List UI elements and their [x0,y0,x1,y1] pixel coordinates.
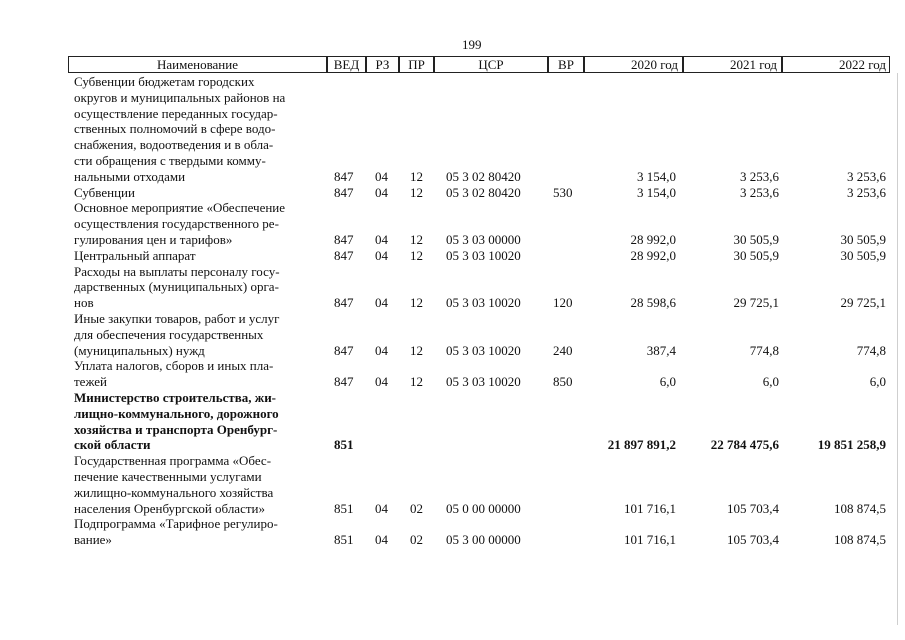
cell-pr: 12 [410,342,423,358]
row-name-line: нов [74,295,94,311]
table-row [0,453,905,516]
cell-2022: 30 505,9 [840,231,886,247]
cell-ved: 851 [334,437,354,453]
row-name [74,264,324,311]
cell-vr: 120 [553,295,573,311]
cell-2022: 6,0 [869,374,886,390]
row-name-line: тежей [74,374,107,390]
row-name-line: вание» [74,532,112,548]
cell-2020: 28 598,6 [630,295,676,311]
row-name [74,358,324,390]
cell-2022: 30 505,9 [840,247,886,263]
header-ved: ВЕД [327,56,366,73]
cell-csr: 05 3 03 10020 [446,374,521,390]
row-name-line: округов и муниципальных районов на [74,89,286,105]
row-name-line: снабжения, водоотведения и в обла- [74,137,274,153]
cell-2021: 105 703,4 [727,532,779,548]
cell-rz: 04 [375,374,388,390]
cell-2020: 28 992,0 [630,247,676,263]
row-name-line: Субвенции [74,184,135,200]
cell-csr: 05 3 02 80420 [446,168,521,184]
row-name [74,74,324,185]
cell-2021: 30 505,9 [733,231,779,247]
row-name-line: нальными отходами [74,168,186,184]
row-name-line: дарственных (муниципальных) орга- [74,279,279,295]
table-row [0,248,905,264]
cell-rz: 04 [375,342,388,358]
cell-2021: 3 253,6 [740,184,779,200]
cell-2020: 101 716,1 [624,500,676,516]
header-2020: 2020 год [584,56,683,73]
row-name-line: Государственная программа «Обес- [74,453,272,469]
row-name-line: Министерство строительства, жи- [74,389,277,405]
row-name-line: Подпрограмма «Тарифное регулиро- [74,516,278,532]
cell-2020: 101 716,1 [624,532,676,548]
row-name-line: Иные закупки товаров, работ и услуг [74,310,280,326]
row-name [74,516,324,548]
cell-ved: 847 [334,184,354,200]
cell-2020: 21 897 891,2 [607,437,676,453]
row-name-line: ской области [74,437,151,453]
cell-csr: 05 3 02 80420 [446,184,521,200]
row-name-line: хозяйства и транспорта Оренбург- [74,421,278,437]
header-vr: ВР [548,56,584,73]
cell-ved: 847 [334,168,354,184]
header-rz: РЗ [366,56,399,73]
row-name-line: жилищно-коммунального хозяйства [74,484,274,500]
row-name-line: Основное мероприятие «Обеспечение [74,200,286,216]
row-name [74,311,324,358]
row-name-line: осуществления государственного ре- [74,216,279,232]
row-name [74,185,324,201]
cell-pr: 12 [410,168,423,184]
row-name [74,248,324,264]
cell-csr: 05 3 00 00000 [446,532,521,548]
cell-ved: 847 [334,295,354,311]
cell-2022: 774,8 [856,342,886,358]
cell-pr: 12 [410,374,423,390]
cell-ved: 847 [334,342,354,358]
cell-pr: 12 [410,184,423,200]
cell-ved: 847 [334,374,354,390]
row-name-line: для обеспечения государственных [74,326,264,342]
cell-ved: 847 [334,247,354,263]
row-name-line: осуществление переданных государ- [74,105,278,121]
header-csr: ЦСР [434,56,548,73]
cell-csr: 05 3 03 00000 [446,231,521,247]
row-name-line: Центральный аппарат [74,247,196,263]
header-2021: 2021 год [683,56,782,73]
cell-csr: 05 3 03 10020 [446,247,521,263]
table-row [0,74,905,185]
row-name-line: населения Оренбургской области» [74,500,265,516]
cell-csr: 05 3 03 10020 [446,295,521,311]
cell-2020: 387,4 [646,342,676,358]
cell-2021: 30 505,9 [733,247,779,263]
cell-rz: 04 [375,231,388,247]
table-row [0,358,905,390]
cell-pr: 12 [410,231,423,247]
table-row [0,185,905,201]
row-name-line: печение качественными услугами [74,468,262,484]
row-name-line: гулирования цен и тарифов» [74,231,233,247]
cell-ved: 847 [334,231,354,247]
cell-2021: 22 784 475,6 [710,437,779,453]
row-name-line: Уплата налогов, сборов и иных пла- [74,358,274,374]
header-2022: 2022 год [782,56,890,73]
cell-2021: 29 725,1 [733,295,779,311]
cell-rz: 04 [375,184,388,200]
page-number: 199 [462,37,482,52]
cell-ved: 851 [334,500,354,516]
cell-rz: 04 [375,500,388,516]
cell-2022: 19 851 258,9 [817,437,886,453]
row-name-line: Субвенции бюджетам городских [74,74,255,89]
cell-rz: 04 [375,295,388,311]
cell-rz: 04 [375,532,388,548]
cell-vr: 240 [553,342,573,358]
cell-2021: 6,0 [762,374,779,390]
row-name [74,453,324,516]
cell-2020: 3 154,0 [637,184,676,200]
cell-rz: 04 [375,168,388,184]
table-row [0,311,905,358]
cell-2022: 29 725,1 [840,295,886,311]
table-row [0,516,905,548]
cell-rz: 04 [375,247,388,263]
cell-pr: 12 [410,247,423,263]
table-row [0,264,905,311]
cell-2020: 6,0 [659,374,676,390]
row-name-line: лищно-коммунального, дорожного [74,405,279,421]
table-row [0,390,905,453]
cell-csr: 05 0 00 00000 [446,500,521,516]
row-name-line: (муниципальных) нужд [74,342,205,358]
cell-2022: 3 253,6 [847,168,886,184]
cell-vr: 530 [553,184,573,200]
cell-2020: 3 154,0 [637,168,676,184]
cell-2021: 3 253,6 [740,168,779,184]
table-body [0,74,905,548]
page-edge-line [897,73,898,625]
cell-vr: 850 [553,374,573,390]
header-pr: ПР [399,56,434,73]
cell-pr: 12 [410,295,423,311]
cell-2020: 28 992,0 [630,231,676,247]
cell-2022: 3 253,6 [847,184,886,200]
cell-pr: 02 [410,532,423,548]
row-name [74,200,324,247]
cell-2021: 105 703,4 [727,500,779,516]
cell-ved: 851 [334,532,354,548]
row-name [74,390,324,453]
cell-pr: 02 [410,500,423,516]
row-name-line: Расходы на выплаты персоналу госу- [74,263,280,279]
header-name: Наименование [68,56,327,73]
cell-csr: 05 3 03 10020 [446,342,521,358]
cell-2022: 108 874,5 [834,500,886,516]
row-name-line: ственных полномочий в сфере водо- [74,121,276,137]
table-row [0,200,905,247]
cell-2021: 774,8 [749,342,779,358]
row-name-line: сти обращения с твердыми комму- [74,152,266,168]
cell-2022: 108 874,5 [834,532,886,548]
